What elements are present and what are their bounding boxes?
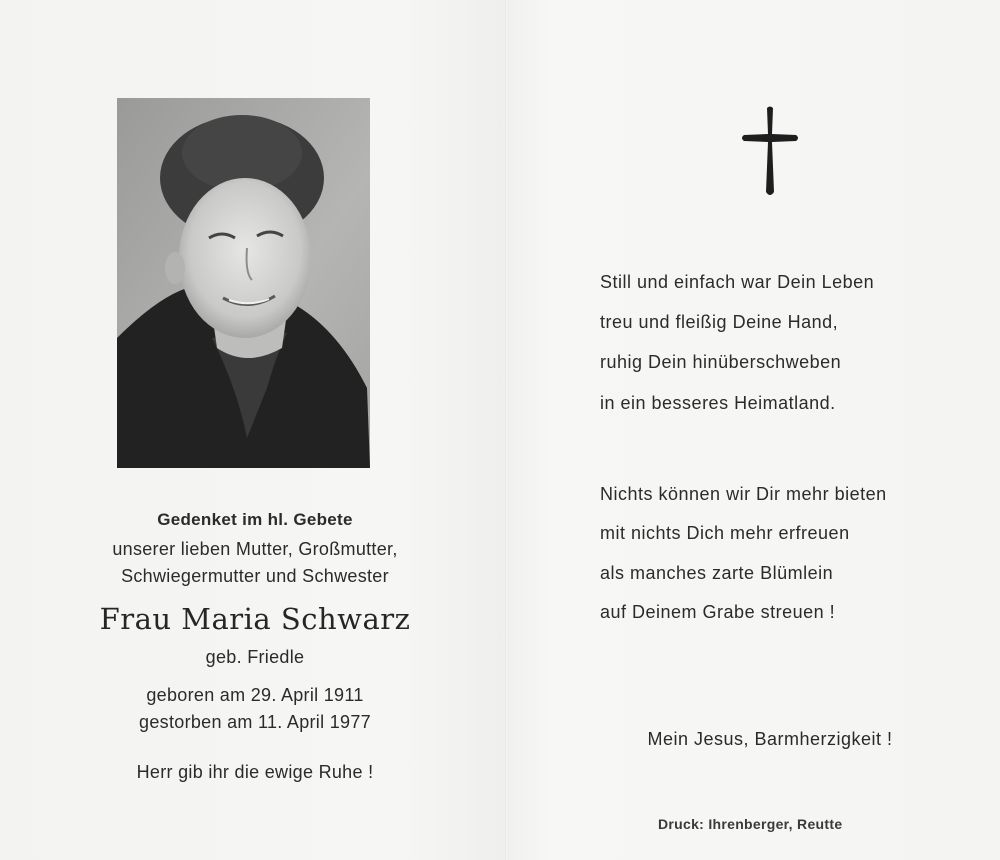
prayer-line: Herr gib ihr die ewige Ruhe ! xyxy=(136,762,374,782)
poem-line: treu und fleißig Deine Hand, xyxy=(600,312,839,332)
poem-line: Nichts können wir Dir mehr bieten xyxy=(600,484,887,504)
card-fold xyxy=(505,0,507,860)
birth-date: geboren am 29. April 1911 xyxy=(146,685,364,705)
poem-line: mit nichts Dich mehr erfreuen xyxy=(600,523,850,543)
cross-icon xyxy=(738,104,802,200)
poem-line: in ein besseres Heimatland. xyxy=(600,393,836,413)
death-date: gestorben am 11. April 1977 xyxy=(139,712,371,732)
poem-line: Still und einfach war Dein Leben xyxy=(600,272,875,292)
relation-line-1: unserer lieben Mutter, Großmutter, xyxy=(112,539,398,559)
poem-line: als manches zarte Blümlein xyxy=(600,563,834,583)
closing-prayer: Mein Jesus, Barmherzigkeit ! xyxy=(647,729,893,749)
memorial-heading: Gedenket im hl. Gebete xyxy=(157,510,353,529)
birth-name: geb. Friedle xyxy=(205,647,305,667)
poem-line: auf Deinem Grabe streuen ! xyxy=(600,602,836,622)
poem-line: ruhig Dein hinüberschweben xyxy=(600,352,842,372)
relation-line-2: Schwiegermutter und Schwester xyxy=(121,566,389,586)
deceased-name: Frau Maria Schwarz xyxy=(99,602,411,636)
portrait-photo xyxy=(117,98,370,468)
printer-credit: Druck: Ihrenberger, Reutte xyxy=(658,816,843,832)
